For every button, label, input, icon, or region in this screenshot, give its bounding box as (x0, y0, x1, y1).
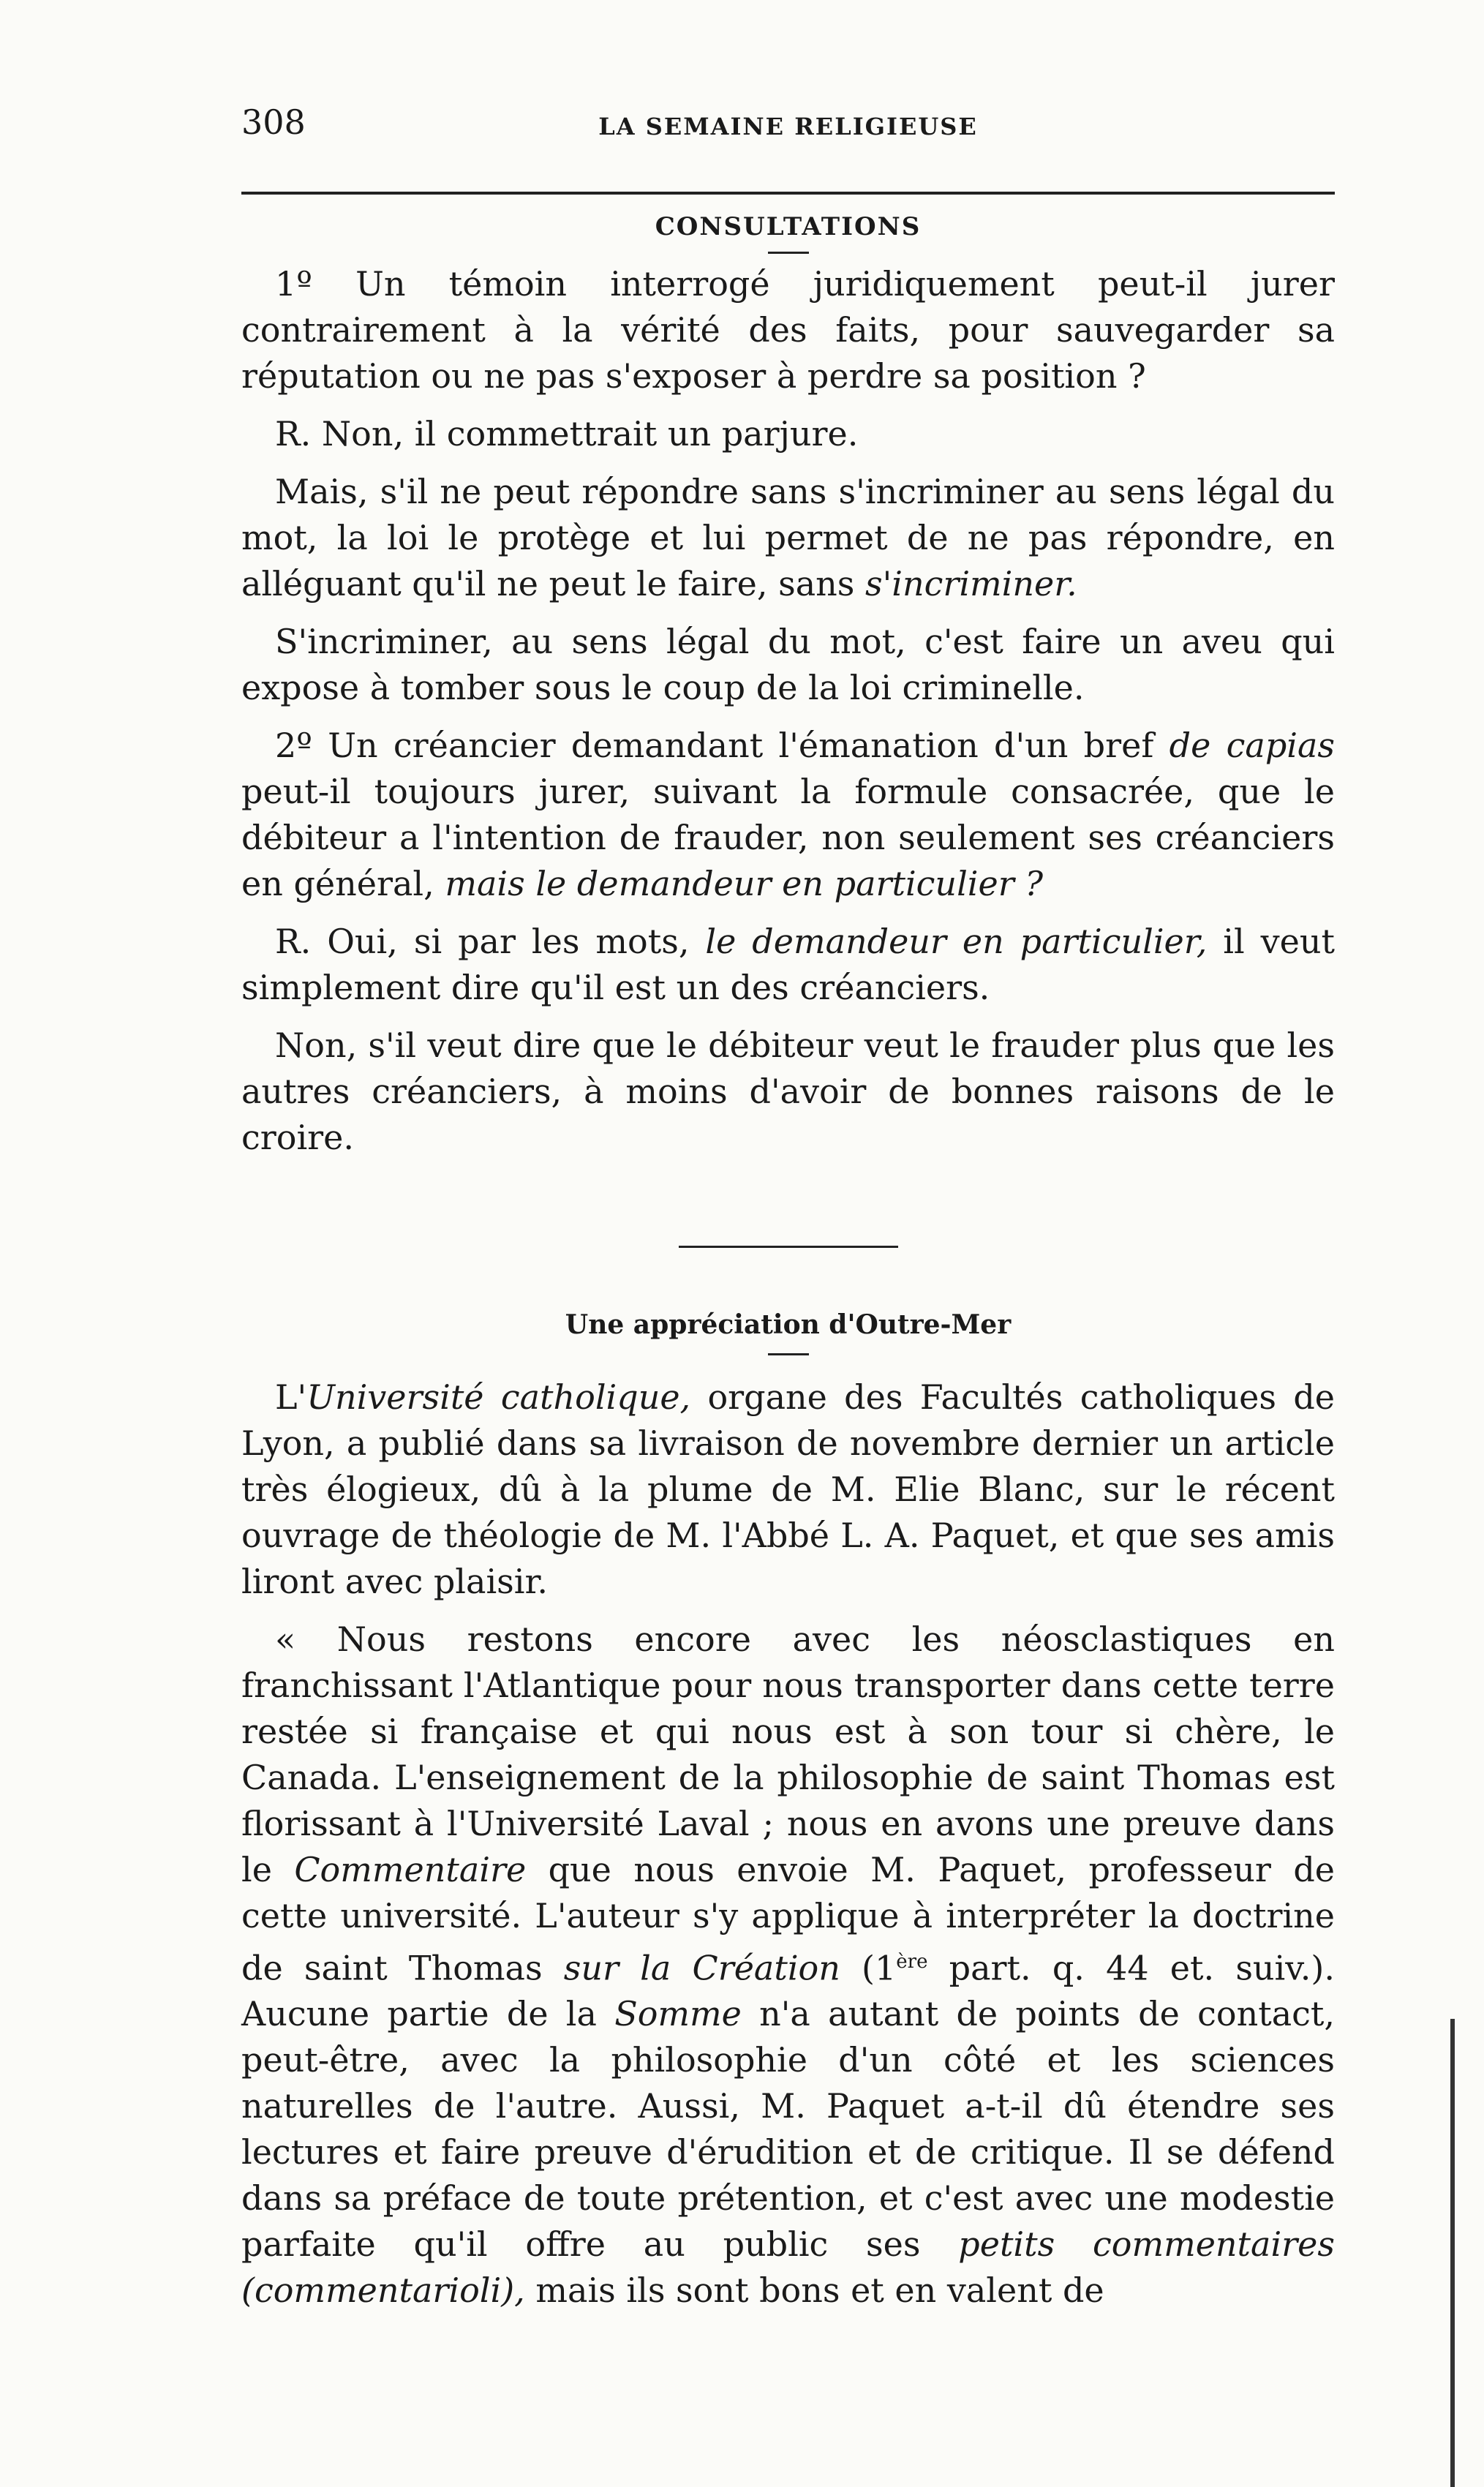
page-header (241, 102, 1335, 154)
paragraph-universite: L'Université catholique, organe des Facultés catholiques de Lyon, a publié dans sa livraison de novembre dernier un article très élogieux, dû à la plume de M. Elie Blanc, sur le récent ouvrage de théologie de M. l'Abbé L. A. Paquet, et que ses amis liront avec plaisir. (241, 1377, 1335, 1601)
paragraph-quote: « Nous restons encore avec les néosclastiques en franchissant l'Atlantique pour nous transporter dans cette terre restée si française et qui nous est à son tour si chère, le Canada. L'enseignement de la philosophie de saint Thomas est florissant à l'Université Laval ; nous en avons une preuve dans le Commentaire que nous envoie M. Paquet, professeur de cette université. L'auteur s'y applique à interpréter la doctrine de saint Thomas sur la Création (1ère part. q. 44 et. suiv.). Aucune partie de la Somme n'a autant de points de contact, peut-être, avec la philosophie d'un côté et les sciences naturelles de l'autre. Aussi, M. Paquet a-t-il dû étendre ses lectures et faire preuve d'érudition et de critique. Il se défend dans sa préface de toute prétention, et c'est avec une modestie parfaite qu'il offre au public ses petits commentaires (commentarioli), mais ils sont bons et en valent de (241, 1619, 1335, 2311)
paragraph-definition: S'incriminer, au sens légal du mot, c'est faire un aveu qui expose à tomber sous le coup de la loi criminelle. (241, 622, 1335, 707)
title-dash (768, 252, 809, 254)
section-title-appreciation: Une appréciation d'Outre-Mer (565, 1309, 1012, 1340)
question-2: 2º Un créancier demandant l'émanation d'un bref de capias peut-il toujours jurer, suivant la formule consacrée, que le débiteur a l'intention de frauder, non seulement ses créanciers en général, mais le demandeur en particulier ? (241, 726, 1336, 903)
paragraph-non: Non, s'il veut dire que le débiteur veut le frauder plus que les autres créanciers, à moins d'avoir de bonnes raisons de le croire. (241, 1026, 1335, 1157)
question-1: 1º Un témoin interrogé juridiquement peut-il jurer contrairement à la vérité des faits, pour sauvegarder sa réputation ou ne pas s'exposer à perdre sa position ? (241, 264, 1335, 396)
answer-2: R. Oui, si par les mots, le demandeur en particulier, il veut simplement dire qu'il est un des créanciers. (241, 922, 1335, 1007)
section-divider (679, 1246, 898, 1248)
header-rule (241, 192, 1335, 195)
page-number: 308 (241, 102, 306, 142)
running-title: LA SEMAINE RELIGIEUSE (598, 113, 978, 140)
page (241, 102, 1335, 2314)
paragraph-incriminer: Mais, s'il ne peut répondre sans s'incriminer au sens légal du mot, la loi le protège et lui permet de ne pas répondre, en alléguant qu'il ne peut le faire, sans s'incriminer. (241, 472, 1335, 603)
page-edge-mark (1450, 2019, 1455, 2487)
title-dash (768, 1353, 809, 1355)
section-title-consultations: CONSULTATIONS (655, 212, 922, 241)
answer-1: R. Non, il commettrait un parjure. (275, 414, 859, 454)
